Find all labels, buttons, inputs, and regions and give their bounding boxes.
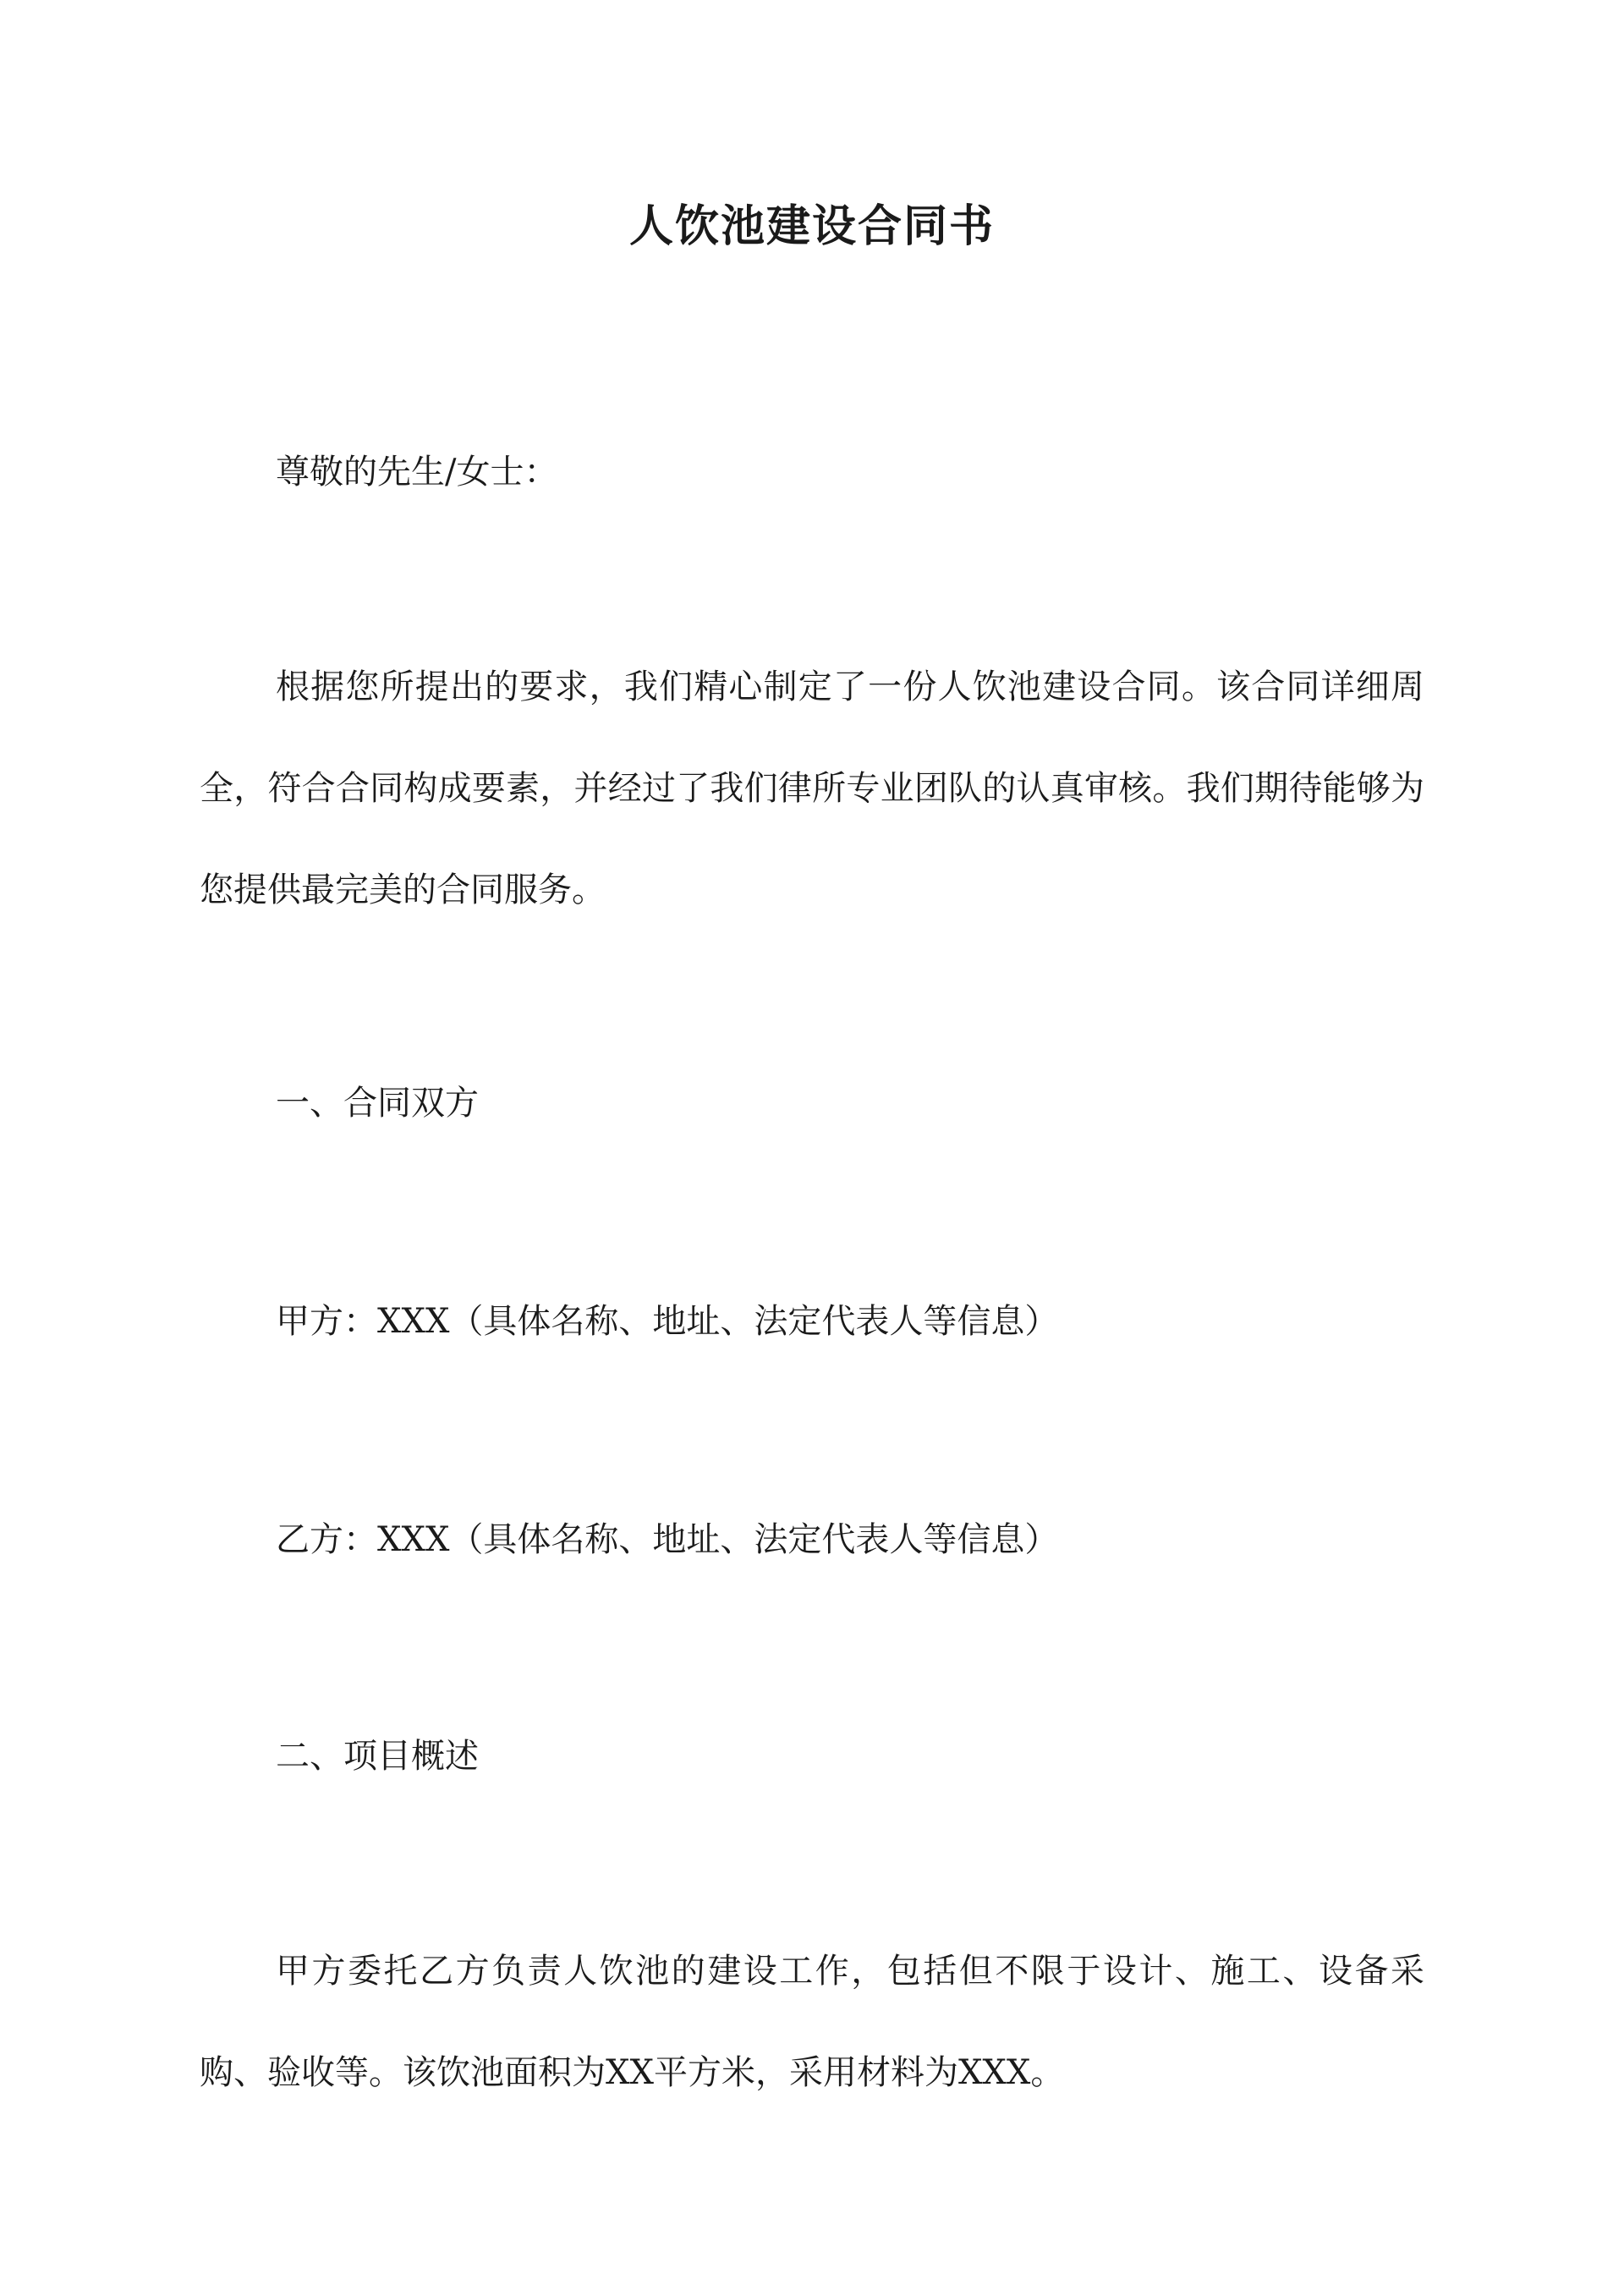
section-heading-overview: 二、项目概述 bbox=[276, 1737, 479, 1776]
salutation: 尊敬的先生/女士： bbox=[276, 453, 558, 492]
party-a-line: 甲方：XXX（具体名称、地址、法定代表人等信息） bbox=[276, 1302, 1059, 1341]
section-heading-parties: 一、合同双方 bbox=[276, 1084, 479, 1123]
party-b-line: 乙方：XXX（具体名称、地址、法定代表人等信息） bbox=[276, 1520, 1059, 1559]
project-paragraph: 甲方委托乙方负责人饮池的建设工作，包括但不限于设计、施工、设备采购、验收等。该饮池面积为XX平方米，采用材料为XXX。 bbox=[200, 1952, 1424, 2092]
document-title: 人饮池建设合同书 bbox=[628, 200, 995, 252]
intro-paragraph: 根据您所提出的要求，我们精心制定了一份人饮池建设合同。该合同详细周全，符合合同构成要素，并经过了我们律所专业团队的认真审核。我们期待能够为您提供最完美的合同服务。 bbox=[200, 667, 1424, 909]
